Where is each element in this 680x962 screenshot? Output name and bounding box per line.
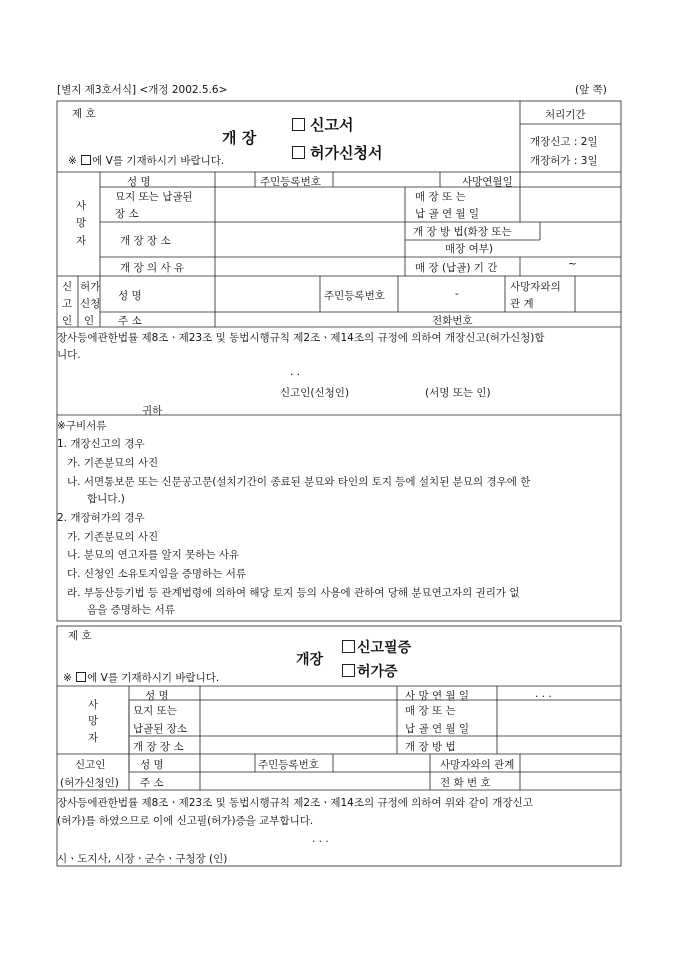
- form2-phone-label: 전 화 번 호: [440, 777, 491, 789]
- form2-option-certificate: [342, 637, 411, 657]
- form2-deceased-label-1: 사: [88, 699, 99, 711]
- form2-relation-label: 사망자와의 관계: [440, 759, 515, 771]
- method-label-2: 매장 여부): [445, 243, 494, 255]
- applicant-col-2b: 신청: [80, 298, 101, 310]
- deceased-rrn-label: 주민등록번호: [260, 176, 321, 188]
- form2-name-label: 성 명: [145, 690, 169, 702]
- page-side-label: (앞 쪽): [575, 84, 607, 96]
- form1-number-field: 제 호: [72, 108, 96, 120]
- processing-period-report: 개장신고 : 2일: [530, 136, 598, 148]
- docs-item-4: 합니다.): [57, 493, 125, 505]
- docs-item-8: 다. 신청인 소유토지임을 증명하는 서류: [57, 568, 246, 580]
- death-date-label: 사망연월일: [462, 176, 513, 188]
- applicant-name-label: 성 명: [118, 290, 142, 302]
- form2-date-dots: . . .: [312, 833, 329, 845]
- relation-label-2: 관 계: [510, 298, 534, 310]
- form2-applicant-label-1: 신고인: [75, 759, 106, 771]
- grave-location-label-1: 묘지 또는 납골된: [115, 191, 193, 203]
- docs-item-9: 라. 부동산등기법 등 관계법령에 의하여 해당 토지 등의 사용에 관하여 당해 분묘연고자의 권리가 없: [57, 587, 520, 599]
- form2-address-label: 주 소: [140, 777, 164, 789]
- checkbox-sample-icon-2: [76, 672, 86, 682]
- reburial-place-label: 개 장 장 소: [120, 235, 171, 247]
- form1-option-report: [292, 114, 353, 135]
- checkbox-report[interactable]: [292, 118, 305, 131]
- checkbox-permit[interactable]: [292, 146, 305, 159]
- form1-legal-text-2: 니다.: [57, 349, 81, 361]
- checkbox-certificate[interactable]: [342, 640, 355, 653]
- form2-number-field: 제 호: [68, 630, 92, 642]
- instruction-text: 에 V를 기재하시기 바랍니다.: [92, 155, 225, 167]
- form2-burial-label-2: 납 골 연 월 일: [405, 723, 470, 735]
- reason-label: 개 장 의 사 유: [120, 262, 185, 274]
- burial-date-label-2: 납 골 연 월 일: [415, 208, 480, 220]
- form2-legal-text-2: (허가)를 하였으므로 이에 신고필(허가)증을 교부합니다.: [57, 815, 314, 827]
- applicant-phone-label: 전화번호: [432, 315, 473, 327]
- docs-item-5: 2. 개장허가의 경우: [57, 512, 145, 524]
- form2-title-prefix: 개장: [296, 652, 324, 668]
- option-certificate-label: 신고필증: [357, 640, 412, 656]
- rrn-dash: -: [455, 288, 459, 300]
- option-permit-label: 허가신청서: [310, 144, 383, 162]
- docs-item-2: 가. 기존분묘의 사진: [57, 457, 159, 469]
- form1-option-permit: [292, 142, 382, 163]
- form2-issuer: 시ㆍ도지사, 시장ㆍ군수ㆍ구청장 (인): [57, 853, 228, 865]
- applicant-rrn-label: 주민등록번호: [324, 290, 385, 302]
- docs-item-6: 가. 기존분묘의 사진: [57, 531, 159, 543]
- docs-title: ※구비서류: [57, 420, 107, 432]
- form1-date-dots: . .: [290, 366, 301, 378]
- grave-location-label-2: 장 소: [115, 208, 139, 220]
- form2-grave-label-1: 묘지 또는: [133, 705, 177, 717]
- docs-item-3: 나. 서면통보문 또는 신문공고문(설치기간이 종료된 분묘와 타인의 토지 등에 설치된 분묘의 경우에 한: [57, 476, 531, 488]
- form1-instruction: [68, 153, 224, 168]
- form2-reburial-place-label: 개 장 장 소: [133, 741, 184, 753]
- option-report-label: 신고서: [310, 116, 354, 134]
- form2-grave-label-2: 납골된 장소: [133, 723, 188, 735]
- applicant-col-1a: 신: [62, 281, 73, 293]
- deceased-group-label-2: 망: [76, 217, 87, 229]
- method-label-1: 개 장 방 법(화장 또는: [413, 226, 512, 238]
- form2-legal-text-1: 장사등에관한법률 제8조ㆍ제23조 및 동법시행규칙 제2조ㆍ제14조의 규정에 의하여 위와 같이 개장신고: [57, 797, 533, 809]
- instruction-text-2: 에 V를 기재하시기 바랍니다.: [87, 672, 220, 684]
- form-number-label: [별지 제3호서식] <개정 2002.5.6>: [57, 84, 228, 96]
- form2-app-name-label: 성 명: [140, 759, 164, 771]
- form2-applicant-label-2: (허가신청인): [60, 777, 119, 789]
- form1-title-prefix: 개 장: [222, 129, 257, 147]
- burial-date-label-1: 매 장 또 는: [415, 191, 466, 203]
- form1-recipient: 귀하: [142, 405, 163, 417]
- docs-item-10: 음을 증명하는 서류: [57, 604, 175, 616]
- form2-deceased-label-2: 망: [88, 715, 99, 727]
- form2-method-label: 개 장 방 법: [405, 741, 456, 753]
- processing-period-label: 처리기간: [545, 109, 586, 121]
- form2-death-date-label: 사 망 연 월 일: [405, 690, 470, 702]
- applicant-col-1c: 인: [62, 315, 73, 327]
- applicant-col-2a: 허가: [80, 281, 101, 293]
- option-license-label: 허가증: [357, 664, 398, 680]
- docs-item-1: 1. 개장신고의 경우: [57, 438, 145, 450]
- deceased-name-label: 성 명: [127, 176, 151, 188]
- form2-rrn-label: 주민등록번호: [258, 759, 319, 771]
- applicant-col-2c: 인: [84, 315, 95, 327]
- instruction-mark-2: ※: [63, 672, 72, 684]
- form1-legal-text-1: 장사등에관한법률 제8조ㆍ제23조 및 동법시행규칙 제2조ㆍ제14조의 규정에 의하여 개장신고(허가신청)합: [57, 332, 545, 344]
- deceased-group-label-3: 자: [76, 235, 87, 247]
- form2-option-license: [342, 661, 398, 681]
- deceased-group-label-1: 사: [76, 200, 87, 212]
- relation-label-1: 사망자와의: [510, 281, 561, 293]
- form2-deceased-label-3: 자: [88, 732, 99, 744]
- form1-sign-note: (서명 또는 인): [425, 387, 491, 399]
- period-tilde: ~: [568, 258, 577, 270]
- processing-period-permit: 개장허가 : 3일: [530, 155, 598, 167]
- checkbox-sample-icon: [81, 155, 91, 165]
- form2-instruction: [63, 670, 219, 685]
- instruction-mark: ※: [68, 155, 77, 167]
- checkbox-license[interactable]: [342, 664, 355, 677]
- burial-period-label: 매 장 (납골) 기 간: [415, 262, 498, 274]
- form2-burial-label-1: 매 장 또 는: [405, 705, 456, 717]
- applicant-col-1b: 고: [62, 298, 73, 310]
- docs-item-7: 나. 분묘의 연고자를 알지 못하는 사유: [57, 549, 240, 561]
- applicant-address-label: 주 소: [118, 315, 142, 327]
- form1-signer-label: 신고인(신청인): [280, 387, 350, 399]
- form2-death-date-dots: . . .: [535, 688, 552, 700]
